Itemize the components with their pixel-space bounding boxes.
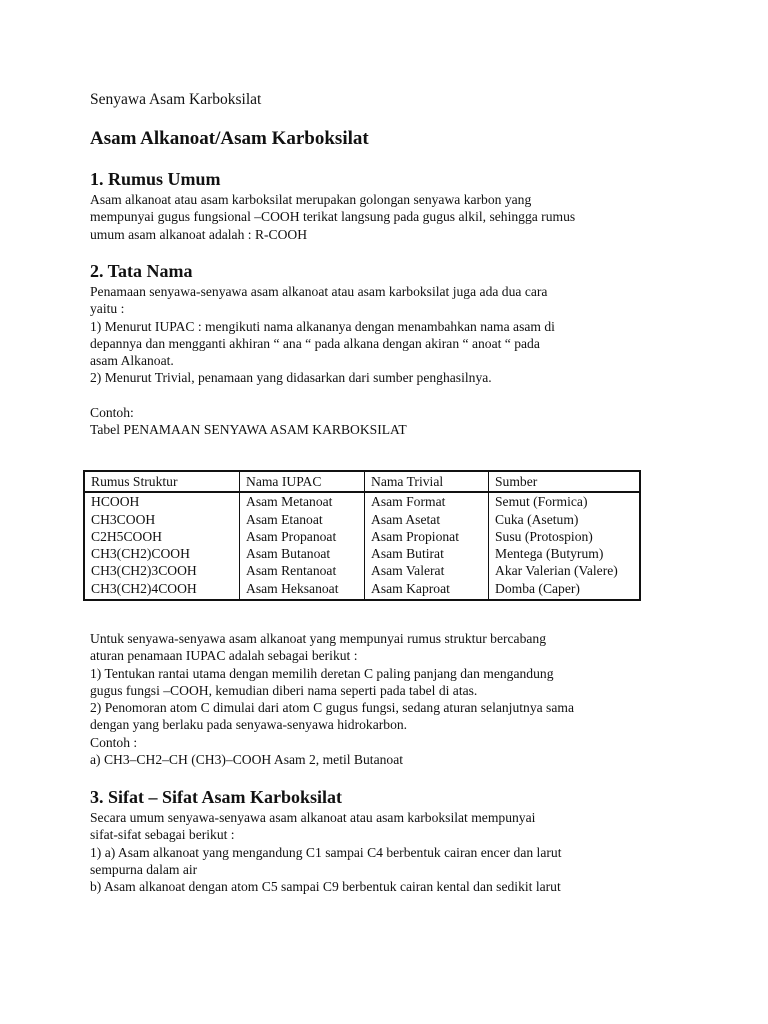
body-line: sifat-sifat sebagai berikut : bbox=[90, 827, 235, 843]
body-line: Penamaan senyawa-senyawa asam alkanoat atau asam karboksilat juga ada dua cara bbox=[90, 284, 548, 299]
naming-table bbox=[83, 470, 641, 601]
body-line: b) Asam alkanoat dengan atom C5 sampai C9 berbentuk cairan kental dan sedikit larut bbox=[90, 879, 561, 895]
body-line: Untuk senyawa-senyawa asam alkanoat yang mempunyai rumus struktur bercabang bbox=[90, 631, 547, 646]
section-title: 3. Sifat – Sifat Asam Karboksilat bbox=[90, 787, 343, 807]
section-body bbox=[90, 283, 555, 439]
table-cell: Cuka (Asetum) bbox=[489, 511, 641, 528]
table-row bbox=[84, 562, 640, 579]
document-title: Senyawa Asam Karboksilat bbox=[90, 91, 262, 108]
section-sifat bbox=[90, 786, 561, 895]
section-body bbox=[90, 191, 575, 243]
table-cell: Asam Asetat bbox=[365, 511, 489, 528]
table-row bbox=[84, 528, 640, 545]
table-cell: Asam Heksanoat bbox=[240, 580, 365, 600]
body-line: Contoh : bbox=[90, 734, 138, 750]
body-line: 2) Menurut Trivial, penamaan yang didasarkan dari sumber penghasilnya. bbox=[90, 370, 492, 386]
table-cell: Asam Metanoat bbox=[240, 492, 365, 510]
table-cell: CH3(CH2)3COOH bbox=[91, 563, 197, 579]
table-cell: Asam Format bbox=[365, 492, 489, 510]
body-line: aturan penamaan IUPAC adalah sebagai berikut : bbox=[90, 648, 358, 664]
body-line: sempurna dalam air bbox=[90, 861, 198, 877]
body-line: 2) Penomoran atom C dimulai dari atom C gugus fungsi, sedang aturan selanjutnya sama bbox=[90, 700, 574, 716]
body-line: 1) Tentukan rantai utama dengan memilih deretan C paling panjang dan mengandung bbox=[90, 665, 554, 681]
table-cell: Asam Propanoat bbox=[240, 528, 365, 545]
main-heading: Asam Alkanoat/Asam Karboksilat bbox=[90, 128, 369, 149]
table-cell: Asam Valerat bbox=[365, 562, 489, 579]
table-cell: Mentega (Butyrum) bbox=[489, 545, 641, 562]
column-header: Nama Trivial bbox=[365, 471, 489, 492]
table-cell: CH3COOH bbox=[91, 511, 156, 527]
table-cell: Asam Propionat bbox=[365, 528, 489, 545]
table-cell: Susu (Protospion) bbox=[489, 528, 641, 545]
body-line: 1) Menurut IUPAC : mengikuti nama alkananya dengan menambahkan nama asam di bbox=[90, 318, 555, 334]
body-line: Secara umum senyawa-senyawa asam alkanoat atau asam karboksilat mempunyai bbox=[90, 810, 536, 825]
body-line: a) CH3–CH2–CH (CH3)–COOH Asam 2, metil Butanoat bbox=[90, 752, 404, 768]
table-cell: Asam Butirat bbox=[365, 545, 489, 562]
table-cell: CH3(CH2)COOH bbox=[91, 546, 190, 562]
table-row bbox=[84, 492, 640, 510]
table-cell: Asam Rentanoat bbox=[240, 562, 365, 579]
section-tata-nama bbox=[90, 260, 555, 439]
body-line: asam Alkanoat. bbox=[90, 353, 174, 369]
table-cell: Domba (Caper) bbox=[489, 580, 641, 600]
table-row bbox=[84, 511, 640, 528]
table-row bbox=[84, 545, 640, 562]
table-row bbox=[84, 580, 640, 600]
body-line: dengan yang berlaku pada senyawa-senyawa hidrokarbon. bbox=[90, 717, 408, 733]
table-caption: Tabel PENAMAAN SENYAWA ASAM KARBOKSILAT bbox=[90, 422, 407, 438]
body-line: gugus fungsi –COOH, kemudian diberi nama seperti pada tabel di atas. bbox=[90, 682, 478, 698]
body-line: Contoh: bbox=[90, 405, 134, 421]
section-branched-naming bbox=[90, 630, 574, 768]
table-cell: HCOOH bbox=[91, 494, 140, 510]
column-header: Sumber bbox=[489, 471, 641, 492]
table-cell: Asam Kaproat bbox=[365, 580, 489, 600]
blank-line bbox=[90, 387, 555, 404]
table-cell: CH3(CH2)4COOH bbox=[91, 580, 197, 596]
table-cell: Asam Etanoat bbox=[240, 511, 365, 528]
section-title: 2. Tata Nama bbox=[90, 261, 193, 281]
section-body bbox=[90, 630, 574, 768]
table-cell: Semut (Formica) bbox=[489, 492, 641, 510]
column-header: Nama IUPAC bbox=[240, 471, 365, 492]
table-header-row bbox=[84, 471, 640, 492]
body-line: yaitu : bbox=[90, 301, 125, 317]
column-header: Rumus Struktur bbox=[84, 471, 240, 492]
table-cell: Akar Valerian (Valere) bbox=[489, 562, 641, 579]
body-line: Asam alkanoat atau asam karboksilat merupakan golongan senyawa karbon yang bbox=[90, 192, 532, 207]
section-title: 1. Rumus Umum bbox=[90, 169, 221, 189]
table-cell: Asam Butanoat bbox=[240, 545, 365, 562]
section-body bbox=[90, 809, 561, 895]
body-line: depannya dan mengganti akhiran “ ana “ pada alkana dengan akiran “ anoat “ pada bbox=[90, 335, 540, 351]
table-cell: C2H5COOH bbox=[91, 528, 162, 544]
body-line: umum asam alkanoat adalah : R-COOH bbox=[90, 226, 308, 242]
body-line: mempunyai gugus fungsional –COOH terikat langsung pada gugus alkil, sehingga rumus bbox=[90, 209, 576, 225]
body-line: 1) a) Asam alkanoat yang mengandung C1 sampai C4 berbentuk cairan encer dan larut bbox=[90, 844, 562, 860]
section-rumus-umum bbox=[90, 168, 575, 243]
